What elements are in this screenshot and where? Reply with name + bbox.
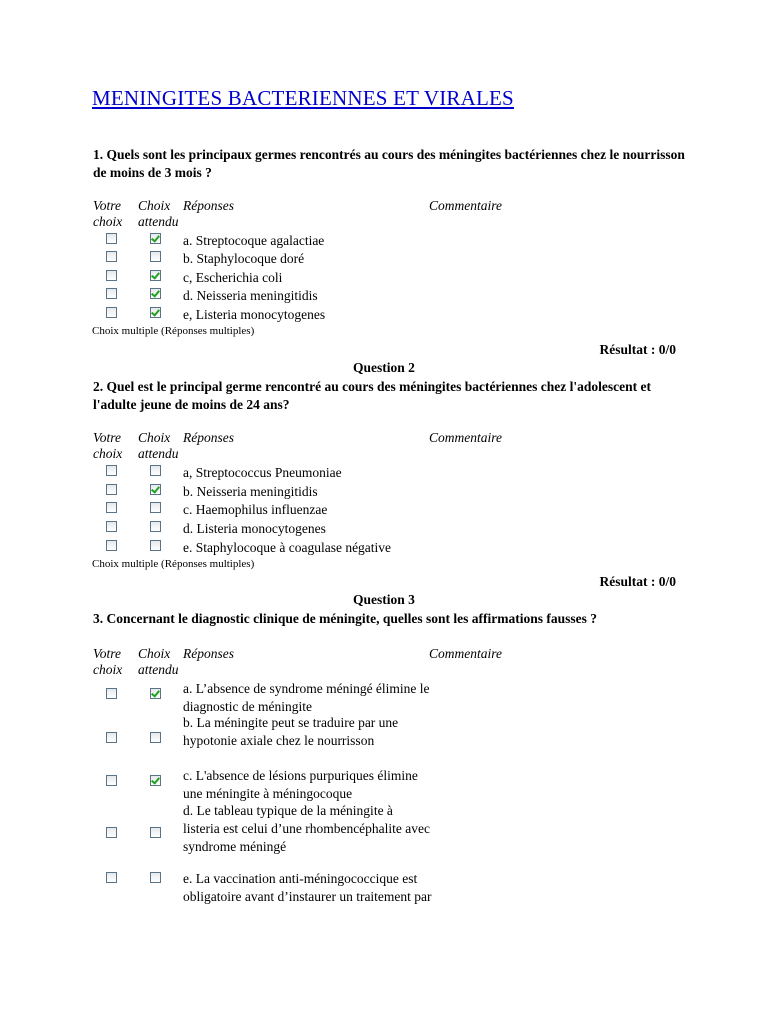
header-choix-attendu: [138, 646, 179, 678]
expected-choice-checkbox: [150, 484, 161, 495]
question-3-text: 3. Concernant le diagnostic clinique de méningite, quelles sont les affirmations fausses ?: [93, 611, 598, 626]
your-choice-checkbox[interactable]: [106, 251, 117, 262]
header-reponses: Réponses: [183, 646, 234, 661]
answer-label: d. Le tableau typique de la méningite à listeria est celui d’une rhombencéphalite avec syndrome méningé: [183, 803, 431, 854]
answer-label: a. L’absence de syndrome méningé élimine le diagnostic de méningite: [183, 681, 430, 714]
expected-choice-checkbox: [150, 872, 161, 883]
question-1-text: 1. Quels sont les principaux germes rencontrés au cours des méningites bactériennes chez le nourrisson de moins de 3 mois ?: [93, 147, 685, 180]
expected-choice-checkbox: [150, 732, 161, 743]
question-2-heading: Question 2: [353, 360, 415, 375]
header-votre-choix: [93, 430, 122, 462]
your-choice-checkbox[interactable]: [106, 270, 117, 281]
header-commentaire: Commentaire: [429, 430, 502, 445]
expected-choice-checkbox: [150, 502, 161, 513]
question-type-note: Choix multiple (Réponses multiples): [92, 558, 255, 570]
your-choice-checkbox[interactable]: [106, 540, 117, 551]
header-choix-l1: Choix: [138, 430, 171, 445]
header-votre-choix: [93, 646, 122, 678]
answer-label: c. Haemophilus influenzae: [183, 502, 328, 517]
your-choice-checkbox[interactable]: [106, 465, 117, 476]
expected-choice-checkbox: [150, 288, 161, 299]
your-choice-checkbox[interactable]: [106, 502, 117, 513]
expected-choice-checkbox: [150, 233, 161, 244]
answer-label: e. Staphylocoque à coagulase négative: [183, 540, 392, 555]
header-choix-attendu: [138, 198, 179, 230]
header-votre-l2: choix: [93, 214, 123, 229]
your-choice-checkbox[interactable]: [106, 521, 117, 532]
header-reponses: Réponses: [183, 430, 234, 445]
expected-choice-checkbox: [150, 521, 161, 532]
expected-choice-checkbox: [150, 307, 161, 318]
expected-choice-checkbox: [150, 251, 161, 262]
answer-label: b. La méningite peut se traduire par une hypotonie axiale chez le nourrisson: [183, 715, 399, 748]
your-choice-checkbox[interactable]: [106, 288, 117, 299]
header-votre-l2: choix: [93, 662, 123, 677]
header-votre-l1: Votre: [93, 646, 121, 661]
answer-label: e, Listeria monocytogenes: [183, 307, 326, 322]
your-choice-checkbox[interactable]: [106, 233, 117, 244]
expected-choice-checkbox: [150, 465, 161, 476]
answer-label: b. Neisseria meningitidis: [183, 484, 318, 499]
your-choice-checkbox[interactable]: [106, 827, 117, 838]
expected-choice-checkbox: [150, 688, 161, 699]
your-choice-checkbox[interactable]: [106, 484, 117, 495]
header-choix-l2: attendu: [138, 662, 179, 677]
your-choice-checkbox[interactable]: [106, 307, 117, 318]
result-score: Résultat : 0/0: [599, 342, 676, 357]
answer-label: a. Streptocoque agalactiae: [183, 233, 325, 248]
answer-label: c. L'absence de lésions purpuriques élimine une méningite à méningocoque: [183, 768, 418, 801]
result-score: Résultat : 0/0: [599, 574, 676, 589]
header-choix-l1: Choix: [138, 646, 171, 661]
header-commentaire: Commentaire: [429, 646, 502, 661]
your-choice-checkbox[interactable]: [106, 732, 117, 743]
answer-label: d. Neisseria meningitidis: [183, 288, 318, 303]
your-choice-checkbox[interactable]: [106, 775, 117, 786]
header-choix-l2: attendu: [138, 446, 179, 461]
answer-label: c, Escherichia coli: [183, 270, 283, 285]
expected-choice-checkbox: [150, 270, 161, 281]
your-choice-checkbox[interactable]: [106, 688, 117, 699]
answer-label: b. Staphylocoque doré: [183, 251, 305, 266]
answer-label: a, Streptococcus Pneumoniae: [183, 465, 342, 480]
answer-label: e. La vaccination anti-méningococcique est obligatoire avant d’instaurer un traitement par: [183, 871, 432, 904]
header-votre-choix: [93, 198, 122, 230]
expected-choice-checkbox: [150, 540, 161, 551]
header-votre-l2: choix: [93, 446, 123, 461]
header-votre-l1: Votre: [93, 430, 121, 445]
header-votre-l1: Votre: [93, 198, 121, 213]
expected-choice-checkbox: [150, 827, 161, 838]
document-title: MENINGITES BACTERIENNES ET VIRALES: [92, 86, 514, 110]
header-commentaire: Commentaire: [429, 198, 502, 213]
answer-label: d. Listeria monocytogenes: [183, 521, 326, 536]
your-choice-checkbox[interactable]: [106, 872, 117, 883]
header-choix-attendu: [138, 430, 179, 462]
question-3-heading: Question 3: [353, 592, 415, 607]
header-choix-l1: Choix: [138, 198, 171, 213]
header-choix-l2: attendu: [138, 214, 179, 229]
expected-choice-checkbox: [150, 775, 161, 786]
header-reponses: Réponses: [183, 198, 234, 213]
question-2-text: 2. Quel est le principal germe rencontré au cours des méningites bactériennes chez l'adolescent et l'adulte jeune de moins de 24 ans?: [93, 379, 652, 412]
question-type-note: Choix multiple (Réponses multiples): [92, 325, 255, 337]
